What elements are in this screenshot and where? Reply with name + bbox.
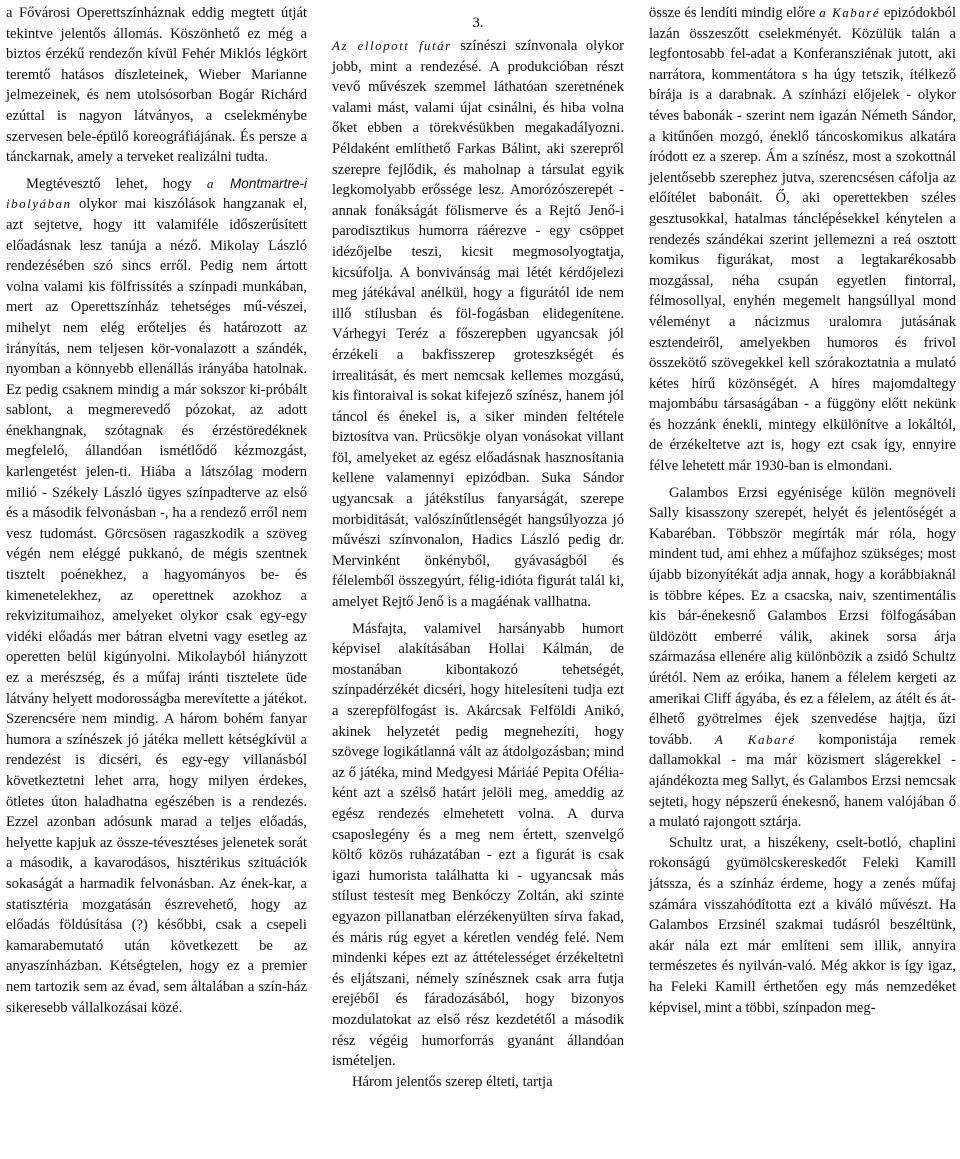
paragraph xyxy=(6,174,307,1018)
paragraph: Schultz urat, a hiszékeny, cselt-botló, chaplini rokonságú gyümölcskereskedőt Feleki Kamill játssza, és a színház érdeme, hogy a zenés műfaj számára visszahódította ezt a kiváló művészt. Ha Galambos Erzsinél szakmai tudásról beszéltünk, akár nála ezt már említeni sem illik, annyira természetes és nyilván-való. Még akkor is így igaz, ha Feleki Kamill érthetően egy más nemzedéket képvisel, mint a többi, színpadon meg- xyxy=(649,834,956,1016)
paragraph: Másfajta, valamivel harsányabb humort képvisel alakításában Hollai Kálmán, de mostanában kibontakozó tehetségét, színpadérzékét dicséri, hogy hitelesíteni tudja ezt a szerepfölfogást is. Akárcsak Felföldi Anikó, akinek helyzetét pedig megnehezíti, hogy szövege logikátlanná vált az átdolgozásban; mind az ő játéka, mind Medgyesi Máriáé Pepita Oféliaként azt a szélső határt jelöli meg, ameddig az egész rendezés elmehetett volna. A durva csaposlegény és a meg nem értett, szenvelgő költő közös ruházatában - ezt a figurát is csak igazi humorista találhatta ki - ugyancsak más stílust testesít meg Benkóczy Zoltán, aki szinte egyazon pillanatban elérzékenyülten sírva fakad, és máris rúg egyet a kéretlen vendég felé. Nem mindenki képes ezt az áttételességet érzékeltetni és eljátszani, némely színésznek csak arra futja erejéből és fáradozásából, hogy bizonyos mozdulatokat az első rész kezdetétől a második rész végéig humorforrás gyanánt állandóan ismételjen. xyxy=(332,620,624,1070)
paragraph-text: epizódokból lazán összeszőtt cselekményét. Közülük talán a legfontosabb fel-adat a Konferansziénak jutott, aki narrátora, kommentátora s ha úgy tetszik, ítélkező bírája is a darabnak. A színházi előjelek - olykor téves babonák - szerint nem igazán Németh Sándor, a kitűnően mozgó, éneklő táncoskomikus alkatára íródott ez a szerep. Ám a színész, most a szokottnál jelentősebb szerephez jutva, szerencsésen cáfolja az előítélet babonáit. Ő, aki operettekben széles gesztusokkal, hatalmas tánclépésekkel kénytelen a rendezés szándékai szerint jellemezni a reá osztott komikus figurákat, most a legtakarékosabb mozgással, néha csupán egyetlen fintorral, félmosollyal, enyhén megemelt hangsúllyal mond véleményt a nácizmus uralomra jutásának esztendeiről, amelyekben humoros és frivol összekötő szövegekkel kell szórakoztatnia a mulató kétes hírű közönségét. A híres majomdaltegy majombábu társaságában - a függöny előtt nekünk és hozzánk énekli, mintegy elkülönítve a lokáltól, de érzékeltetve azt is, hogy ezt csak így, ennyire félve lehetett már 1930-ban is elmondani. xyxy=(649,5,957,475)
work-title: Az ellopott futár xyxy=(332,38,452,53)
work-title: ibolyában xyxy=(6,196,72,212)
article-column-middle xyxy=(332,13,624,1092)
article-column-right xyxy=(649,3,956,1018)
work-title: a xyxy=(206,175,215,191)
paragraph-text: össze és lendíti mindig előre xyxy=(649,5,816,21)
paragraph-text: Galambos Erzsi egyénisége külön megnöveli Sally kisasszony szerepét, helyét és jelentőségét a Kabaréban. Többször megírták már róla, hogy mindent tud, ami ehhez a műfajhoz szükséges; most újabb bizonyítékát adja annak, hogy a korábbiaknál is többre képes. Ez a csacska, naiv, szentimentális kis bár-énekesnő Galambos Erzsi fölfogásában üldözött emberré válik, akinek sorsa árja származása ellenére alig különbözik a zsidó Schultz úrétól. Nem az eróika, hanem a félelem kergeti az amerikai Cliff ágyába, és ez a félelem, az átélt és át-élhető gyötrelmes éjek szenvedése hajtja, űzi tovább. xyxy=(649,484,956,748)
paragraph-text: olykor mai kiszólások hangzanak el, azt sejtetve, hogy itt valamiféle időszerűsített előadásnak lesz tanúja a néző. Mikolay László rendezésében szó sincs erről. Pedig nem ártott volna valami kis fölfrissítés a színpadi munkában, mert az Operettszínház tehetséges mű-vészei, mihelyt nem elég erőteljes és határozott az irányítás, nem teljesen kör-vonalazott a szándék, nyomban a könnyebb ellenállás irányába hatolnak. Ez pedig csaknem mindig a már sokszor ki-próbált sablont, a megmerevedő pózokat, az adott énekhangnak, szótagnak és érzéstöredéknek megfelelő, állandóan ismétlődő kézmozgást, karlengetést jelen-ti. Hiába a látszólag modern milió - Székely László ügyes színpadterve az első és a második felvonásban -, ha a rendező erről nem vesz tudomást. Görcsösen ragaszkodik a szöveg végén nem eléggé pukkanó, de mégis szentnek tisztelt poénekhez, a hagyományos be- és kimenetelekhez, az operettnek azokhoz a rekvizitumaihoz, amelyeket olykor csak egy-egy vidéki előadás mer bátran elvetni vagy esetleg az operetten belül kigúnyolni. Mikolayból hiányzott ez a merészség, és a műfaj iránti tisztelete üde látvány helyett modorosságba merevítette a játékot. Szerencsére nem mindig. A három bohém fanyar humora a színészek jó játéka mellett kétségkívül a rendezést is dicséri, és egy-egy villanásból következtetni lehet arra, hogy milyen érdekes, ötletes úton haladhatna egészében is a rendezés. Ezzel azonban adósunk marad a teljes előadás, helyette kapjuk az össze-tévesztéses jelenetek sorát a második, a kavarodásos, hisztérikus szituációk sokaságát a harmadik felvonásban. Az ének-kar, a statisztéria mozgatásán észrevehető, hogy az előadás földúsítása (?) későbbi, csak a csepeli kamarabemutató után következett be az anyaszínházban. Kétségtelen, hogy ez a premier nem tartozik sem az évad, sem általában a szín-ház sikeresebb vállalkozásai közé. xyxy=(6,196,307,1016)
paragraph xyxy=(649,3,956,477)
paragraph-text: Megtévesztő lehet, hogy xyxy=(26,175,192,192)
work-title: a Kabaré xyxy=(819,5,881,20)
page-number: 3. xyxy=(472,15,484,31)
paragraph-text: komponistája remek dallamokkal - ma már közismert slágerekkel - ajándékozta meg Sallyt, és Galambos Erzsi nemcsak sejteti, hogy népszerű énekesnő, hanem valójában ő a mulató rajongott sztárja. xyxy=(649,731,956,831)
work-title: A Kabaré xyxy=(714,731,796,747)
paragraph-text: a Fővárosi Operettszínháznak eddig megtett útját tekintve jelentős állomás. Köszönhető ez még a biztos érzékű rendezőn kívül Fehér Miklós légkört teremtő hatásos díszleteinek, Wieber Marianne jelmezeinek, és nem utolsósorban Bogár Richárd ezúttal is nagyon látványos, a cselekménybe szervesen bele-épülő koreográfiájának. És persze a tánckarnak, amely a terveket realizálni tudta. xyxy=(6,5,307,166)
paragraph xyxy=(649,483,956,833)
paragraph-text: színészi színvonala olykor jobb, mint a rendezésé. A produkcióban részt vevő művészek szemmel láthatóan szeretnének valami mást, valami újat csinálni, és hiba volna őket ebben a törekvésükben megakadályozni. Példaként említhető Farkas Bálint, aki szerepről szerepre fejlődik, és maholnap a társulat egyik legkomolyabb erőssége lesz. Amorózószerepét - annak fonákságát fölismerve és a Rejtő Jenő-i parodisztikus humorra ráérezve - egy csöppet idézőjelbe teszi, kicsit megmosolyogtatja, kicsúfolja. A bonvivánság mai létét kérdőjelezi meg játékával anélkül, hogy a figurától ide nem illő stílusban és föl-fogásban elidegenítene. Várhegyi Teréz a főszerepben ugyancsak jól érzékeli a bakfisszerep groteszkségét és irrealitását, és mert nemcsak kellemes mozgású, kis fintoraival is sokat kifejező színész, hanem jól táncol és énekel is, a siker minden feltétele biztosítva van. Prücsökje olyan vonásokat villant föl, amelyeket az egész előadásnak hasznosítania kellene valamennyi epizódban. Suka Sándor ugyancsak a játékstílus fanyarságát, szerepe morbiditását, valószínűtlenségét hangsúlyozza jó művészi színvonalon, Hadics László pedig dr. Mervinként önkényből, gyávaságból és félelemből összegyúrt, félig-idióta figurát talál ki, amelyet Rejtő Jenő is a magáénak vallhatna. xyxy=(332,38,624,611)
article-column-left xyxy=(6,3,307,1018)
paragraph: Három jelentős szerep élteti, tartja xyxy=(352,1073,553,1090)
paragraph xyxy=(6,3,307,168)
work-title: Montmartre-i xyxy=(229,175,307,191)
paragraph xyxy=(332,36,624,613)
